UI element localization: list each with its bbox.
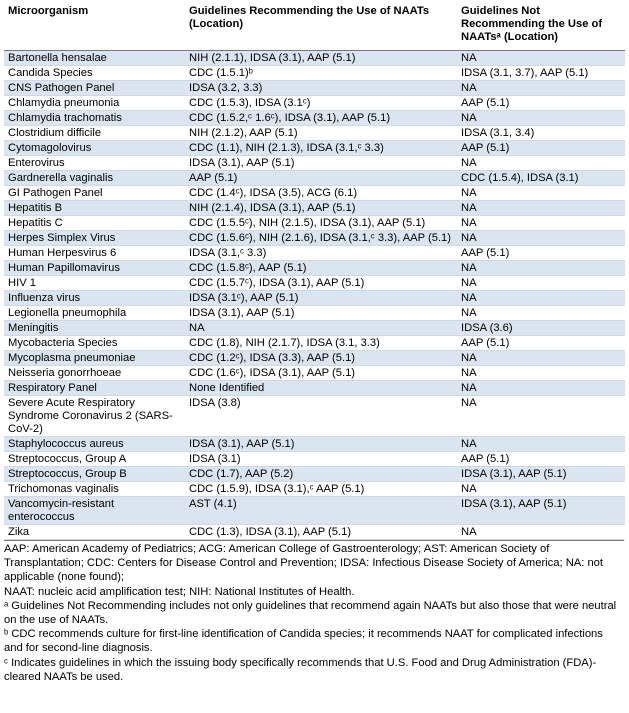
- cell-not-recommending: IDSA (3.1), AAP (5.1): [457, 497, 625, 525]
- cell-recommending: CDC (1.5.1)ᵇ: [185, 66, 457, 81]
- cell-recommending: CDC (1.7), AAP (5.2): [185, 467, 457, 482]
- cell-microorganism: Herpes Simplex Virus: [4, 231, 185, 246]
- cell-microorganism: Zika: [4, 525, 185, 540]
- footnote-abbreviations-1: AAP: American Academy of Pediatrics; ACG: American College of Gastroenterology; AST: American Society of Transplantation; CDC: Centers for Disease Control and Prevention; IDSA: Infectious Disease Society of America; NA: not applicable (none found);: [4, 543, 604, 584]
- table-row: [4, 141, 625, 156]
- cell-recommending: IDSA (3.1ᶜ), AAP (5.1): [185, 291, 457, 306]
- cell-not-recommending: NA: [457, 186, 625, 201]
- cell-microorganism: Chlamydia trachomatis: [4, 111, 185, 126]
- cell-not-recommending: NA: [457, 111, 625, 126]
- cell-recommending: IDSA (3.1), AAP (5.1): [185, 156, 457, 171]
- table-row: [4, 216, 625, 231]
- cell-recommending: CDC (1.3), IDSA (3.1), AAP (5.1): [185, 525, 457, 540]
- cell-microorganism: Human Papillomavirus: [4, 261, 185, 276]
- table-header: [4, 0, 625, 51]
- table-row: [4, 482, 625, 497]
- cell-not-recommending: AAP (5.1): [457, 336, 625, 351]
- cell-not-recommending: NA: [457, 482, 625, 497]
- cell-microorganism: Enterovirus: [4, 156, 185, 171]
- cell-recommending: CDC (1.5.6ᶜ), NIH (2.1.6), IDSA (3.1,ᶜ 3.3), AAP (5.1): [185, 231, 457, 246]
- cell-recommending: CDC (1.2ᶜ), IDSA (3.3), AAP (5.1): [185, 351, 457, 366]
- column-header-recommending: Guidelines Recommending the Use of NAATs (Location): [185, 0, 457, 51]
- cell-recommending: None Identified: [185, 381, 457, 396]
- column-header-microorganism: Microorganism: [4, 0, 185, 51]
- table-row: [4, 437, 625, 452]
- cell-microorganism: Neisseria gonorrhoeae: [4, 366, 185, 381]
- footnote-a: ᵃ Guidelines Not Recommending includes not only guidelines that recommend again NAATs but also those that were neutral on the use of NAATs.: [4, 599, 617, 627]
- table-row: [4, 96, 625, 111]
- cell-microorganism: Staphylococcus aureus: [4, 437, 185, 452]
- cell-not-recommending: NA: [457, 291, 625, 306]
- cell-recommending: AST (4.1): [185, 497, 457, 525]
- cell-not-recommending: AAP (5.1): [457, 246, 625, 261]
- cell-not-recommending: NA: [457, 261, 625, 276]
- cell-not-recommending: IDSA (3.1), AAP (5.1): [457, 467, 625, 482]
- cell-microorganism: Cytomagolovirus: [4, 141, 185, 156]
- cell-recommending: IDSA (3.1), AAP (5.1): [185, 437, 457, 452]
- cell-microorganism: Influenza virus: [4, 291, 185, 306]
- cell-not-recommending: NA: [457, 156, 625, 171]
- footnote-b: ᵇ CDC recommends culture for first-line identification of Candida species; it recommends NAAT for complicated infections and for second-line diagnosis.: [4, 628, 603, 655]
- table-row: [4, 351, 625, 366]
- table-row: [4, 246, 625, 261]
- cell-recommending: CDC (1.5.2,ᶜ 1.6ᶜ), IDSA (3.1), AAP (5.1): [185, 111, 457, 126]
- table-row: [4, 171, 625, 186]
- cell-recommending: IDSA (3.1,ᶜ 3.3): [185, 246, 457, 261]
- cell-not-recommending: AAP (5.1): [457, 96, 625, 111]
- cell-not-recommending: AAP (5.1): [457, 141, 625, 156]
- table-row: [4, 51, 625, 66]
- cell-microorganism: Streptococcus, Group B: [4, 467, 185, 482]
- cell-not-recommending: NA: [457, 396, 625, 437]
- cell-microorganism: Legionella pneumophila: [4, 306, 185, 321]
- table-row: [4, 396, 625, 437]
- cell-not-recommending: CDC (1.5.4), IDSA (3.1): [457, 171, 625, 186]
- cell-not-recommending: IDSA (3.1, 3.7), AAP (5.1): [457, 66, 625, 81]
- cell-microorganism: CNS Pathogen Panel: [4, 81, 185, 96]
- cell-microorganism: Clostridium difficile: [4, 126, 185, 141]
- cell-not-recommending: NA: [457, 351, 625, 366]
- column-header-not-recommending: Guidelines Not Recommending the Use of NAATsᵃ (Location): [457, 0, 625, 51]
- cell-microorganism: Vancomycin-resistant enterococcus: [4, 497, 185, 525]
- cell-not-recommending: IDSA (3.6): [457, 321, 625, 336]
- cell-recommending: IDSA (3.8): [185, 396, 457, 437]
- cell-not-recommending: NA: [457, 51, 625, 66]
- table-row: [4, 66, 625, 81]
- cell-recommending: CDC (1.5.7ᶜ), IDSA (3.1), AAP (5.1): [185, 276, 457, 291]
- cell-not-recommending: IDSA (3.1, 3.4): [457, 126, 625, 141]
- cell-recommending: AAP (5.1): [185, 171, 457, 186]
- cell-recommending: CDC (1.6ᶜ), IDSA (3.1), AAP (5.1): [185, 366, 457, 381]
- table-row: [4, 261, 625, 276]
- cell-microorganism: Streptococcus, Group A: [4, 452, 185, 467]
- cell-microorganism: Respiratory Panel: [4, 381, 185, 396]
- cell-not-recommending: NA: [457, 381, 625, 396]
- cell-recommending: CDC (1.8), NIH (2.1.7), IDSA (3.1, 3.3): [185, 336, 457, 351]
- cell-recommending: CDC (1.5.8ᶜ), AAP (5.1): [185, 261, 457, 276]
- cell-recommending: CDC (1.4ᶜ), IDSA (3.5), ACG (6.1): [185, 186, 457, 201]
- table-row: [4, 231, 625, 246]
- table-row: [4, 111, 625, 126]
- cell-not-recommending: NA: [457, 231, 625, 246]
- cell-recommending: IDSA (3.2, 3.3): [185, 81, 457, 96]
- cell-not-recommending: NA: [457, 525, 625, 540]
- cell-microorganism: GI Pathogen Panel: [4, 186, 185, 201]
- footnote-c: ᶜ Indicates guidelines in which the issuing body specifically recommends that U.S. Food and Drug Administration (FDA)-cleared NAATs be used.: [4, 656, 597, 683]
- cell-microorganism: Bartonella hensalae: [4, 51, 185, 66]
- cell-microorganism: Meningitis: [4, 321, 185, 336]
- cell-not-recommending: NA: [457, 81, 625, 96]
- cell-recommending: CDC (1.5.9), IDSA (3.1),ᶜ AAP (5.1): [185, 482, 457, 497]
- cell-recommending: IDSA (3.1), AAP (5.1): [185, 306, 457, 321]
- table-row: [4, 336, 625, 351]
- cell-recommending: NIH (2.1.2), AAP (5.1): [185, 126, 457, 141]
- cell-microorganism: Hepatitis B: [4, 201, 185, 216]
- cell-not-recommending: NA: [457, 437, 625, 452]
- cell-recommending: NIH (2.1.4), IDSA (3.1), AAP (5.1): [185, 201, 457, 216]
- cell-microorganism: Trichomonas vaginalis: [4, 482, 185, 497]
- cell-microorganism: Mycobacteria Species: [4, 336, 185, 351]
- cell-microorganism: Chlamydia pneumonia: [4, 96, 185, 111]
- table-row: [4, 81, 625, 96]
- table-body: [4, 51, 625, 540]
- cell-microorganism: Hepatitis C: [4, 216, 185, 231]
- table-row: [4, 186, 625, 201]
- cell-recommending: CDC (1.1), NIH (2.1.3), IDSA (3.1,ᶜ 3.3): [185, 141, 457, 156]
- cell-microorganism: Severe Acute Respiratory Syndrome Coronavirus 2 (SARS-CoV-2): [4, 396, 185, 437]
- cell-microorganism: Human Herpesvirus 6: [4, 246, 185, 261]
- table-row: [4, 366, 625, 381]
- table-row: [4, 156, 625, 171]
- cell-not-recommending: NA: [457, 306, 625, 321]
- naat-guidelines-table: [4, 0, 625, 540]
- table-row: [4, 291, 625, 306]
- table-row: [4, 306, 625, 321]
- cell-recommending: NIH (2.1.1), IDSA (3.1), AAP (5.1): [185, 51, 457, 66]
- cell-recommending: CDC (1.5.5ᶜ), NIH (2.1.5), IDSA (3.1), AAP (5.1): [185, 216, 457, 231]
- table-row: [4, 497, 625, 525]
- cell-microorganism: Candida Species: [4, 66, 185, 81]
- table-row: [4, 126, 625, 141]
- cell-recommending: IDSA (3.1): [185, 452, 457, 467]
- cell-microorganism: Gardnerella vaginalis: [4, 171, 185, 186]
- cell-microorganism: Mycoplasma pneumoniae: [4, 351, 185, 366]
- table-row: [4, 452, 625, 467]
- cell-not-recommending: NA: [457, 216, 625, 231]
- footnotes: [4, 540, 624, 684]
- table-row: [4, 201, 625, 216]
- table-row: [4, 525, 625, 540]
- table-row: [4, 467, 625, 482]
- cell-recommending: CDC (1.5.3), IDSA (3.1ᶜ): [185, 96, 457, 111]
- cell-not-recommending: NA: [457, 366, 625, 381]
- table-row: [4, 381, 625, 396]
- cell-not-recommending: AAP (5.1): [457, 452, 625, 467]
- cell-recommending: NA: [185, 321, 457, 336]
- table-row: [4, 276, 625, 291]
- cell-not-recommending: NA: [457, 276, 625, 291]
- footnote-abbreviations-2: NAAT: nucleic acid amplification test; NIH: National Institutes of Health.: [4, 585, 355, 598]
- cell-microorganism: HIV 1: [4, 276, 185, 291]
- cell-not-recommending: NA: [457, 201, 625, 216]
- table-row: [4, 321, 625, 336]
